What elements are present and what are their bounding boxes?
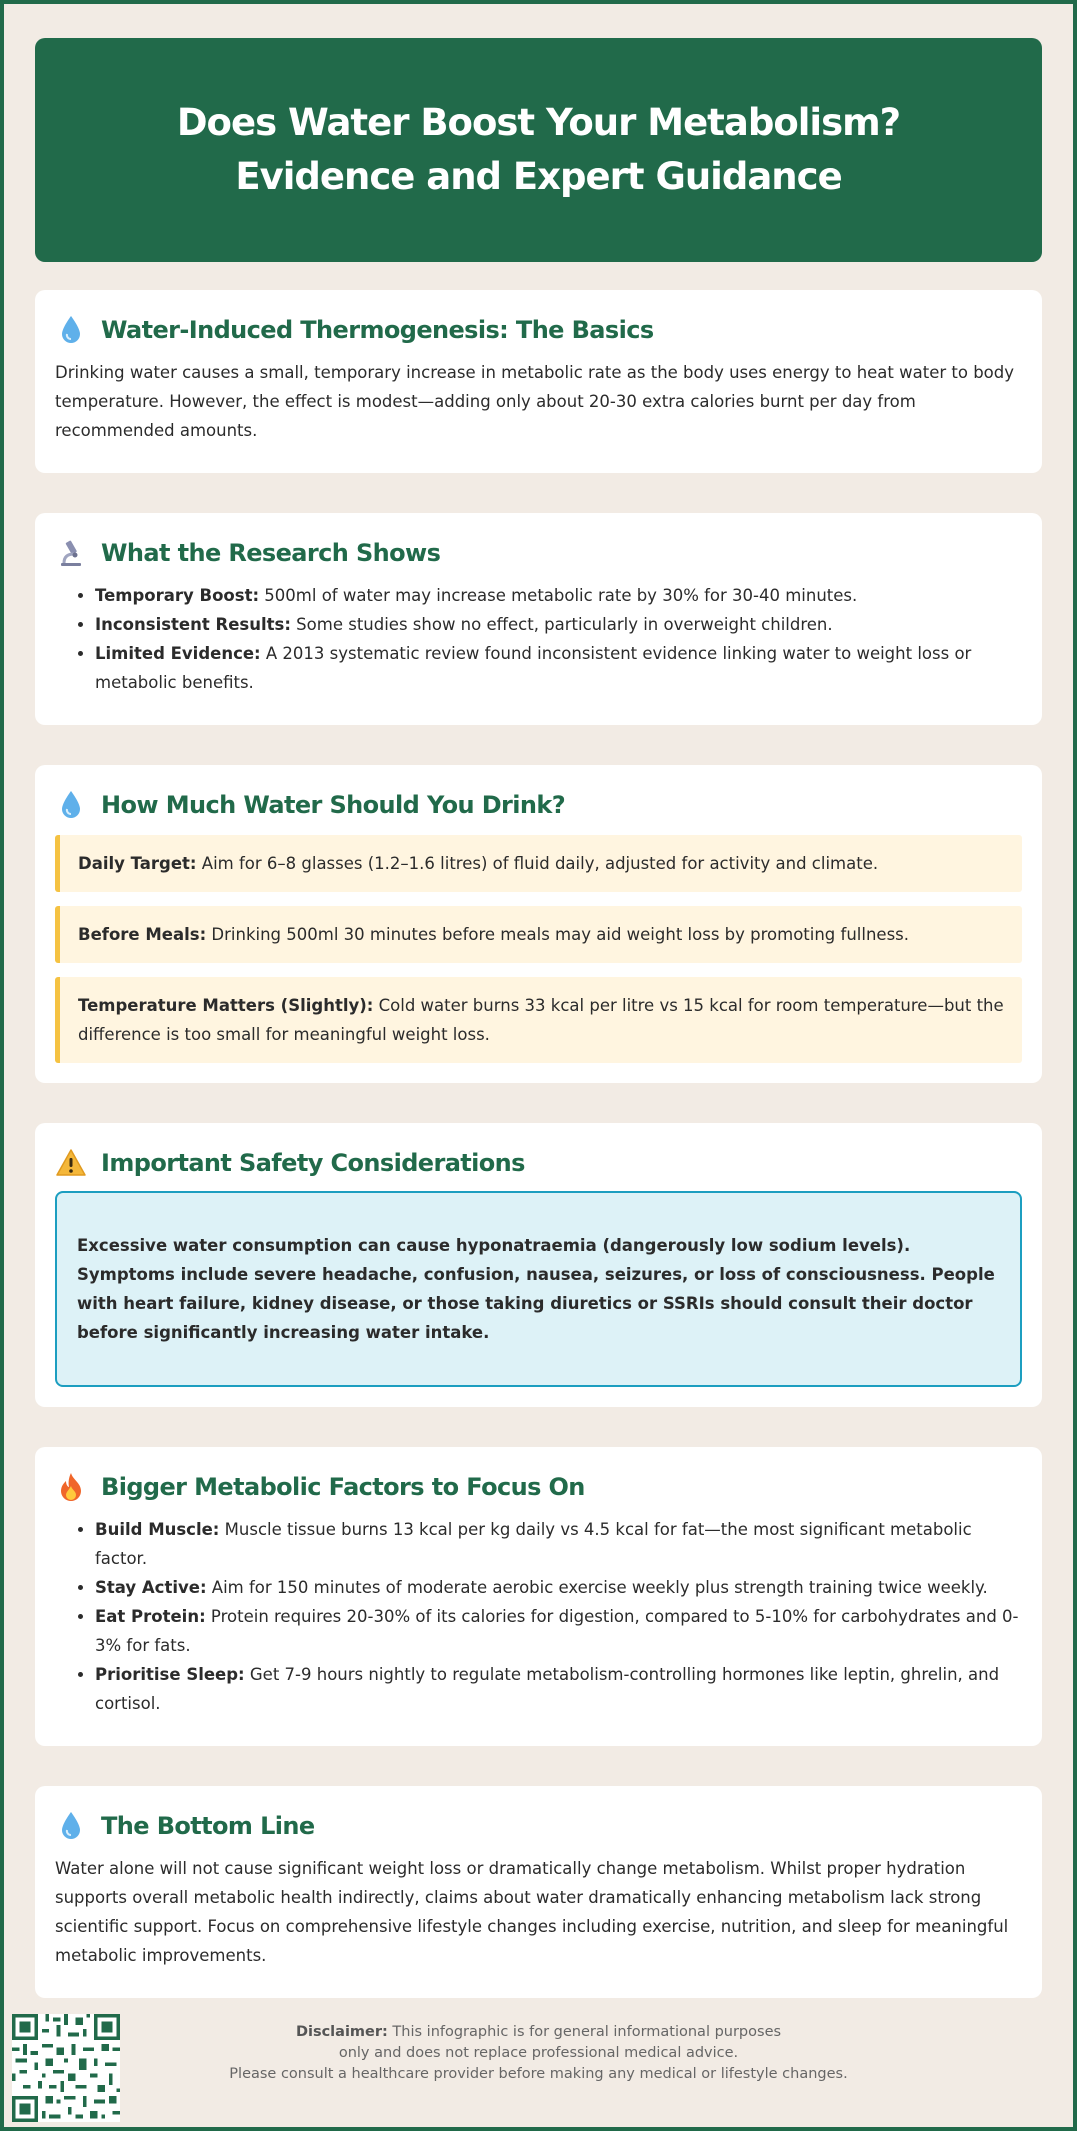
section-bottom-line-body: Water alone will not cause significant weight loss or dramatically change metabolism. Whilst proper hydration supports overall metabolic health indirectly, claims about water dramatically enhancing metabolism lack strong scientific support. Focus on comprehensive lifestyle changes including exercise, nutrition, and sleep for meaningful metabolic improvements. [55,1859,1009,1965]
section-safety [35,1123,1042,1407]
section-basics-title: Water-Induced Thermogenesis: The Basics [101,316,654,344]
section-research-title: What the Research Shows [101,539,441,567]
tip-before-meals: Before Meals: Drinking 500ml 30 minutes before meals may aid weight loss by promoting fullness. [55,906,1022,963]
droplet-icon [55,789,87,821]
section-how-much [35,765,1042,1083]
fire-icon [55,1471,87,1503]
section-factors [35,1447,1042,1746]
disclaimer: Disclaimer: This infographic is for general informational purposes only and does not replace professional medical advice. Please consult a healthcare provider before making any medical or lifestyle changes. [229,2024,848,2082]
list-item: • Stay Active: Aim for 150 minutes of moderate aerobic exercise weekly plus strength training twice weekly. [95,1573,1022,1602]
droplet-icon [55,314,87,346]
list-item: • Limited Evidence: A 2013 systematic review found inconsistent evidence linking water to weight loss or metabolic benefits. [95,639,1022,697]
section-basics-body: Drinking water causes a small, temporary increase in metabolic rate as the body uses energy to heat water to body temperature. However, the effect is modest—adding only about 20-30 extra calories burnt per day from recommended amounts. [55,363,1014,440]
factors-list [55,1515,1022,1718]
microscope-icon [55,537,87,569]
section-safety-title: Important Safety Considerations [101,1149,525,1177]
section-basics-heading [55,314,1022,346]
section-factors-title: Bigger Metabolic Factors to Focus On [101,1473,585,1501]
warning-icon [55,1147,87,1179]
section-basics [35,290,1042,473]
page-title: Does Water Boost Your Metabolism? Evidence and Expert Guidance [176,101,901,198]
section-safety-heading [55,1147,1022,1179]
list-item: • Prioritise Sleep: Get 7-9 hours nightly to regulate metabolism-controlling hormones like leptin, ghrelin, and cortisol. [95,1660,1022,1718]
safety-warning-box: Excessive water consumption can cause hyponatraemia (dangerously low sodium levels). Symptoms include severe headache, confusion, nausea, seizures, or loss of consciousness. People with heart failure, kidney disease, or those taking diuretics or SSRIs should consult their doctor before significantly increasing water intake. [55,1191,1022,1387]
list-item: • Build Muscle: Muscle tissue burns 13 kcal per kg daily vs 4.5 kcal for fat—the most significant metabolic factor. [95,1515,1022,1573]
list-item: • Temporary Boost: 500ml of water may increase metabolic rate by 30% for 30-40 minutes. [95,581,1022,610]
tip-temperature: Temperature Matters (Slightly): Cold water burns 33 kcal per litre vs 15 kcal for room temperature—but the difference is too small for meaningful weight loss. [55,977,1022,1063]
section-bottom-line [35,1786,1042,1998]
tip-daily-target: Daily Target: Aim for 6–8 glasses (1.2–1.6 litres) of fluid daily, adjusted for activity and climate. [55,835,1022,892]
page-header [35,38,1042,262]
disclaimer-label: Disclaimer: [295,2024,388,2040]
section-factors-heading [55,1471,1022,1503]
section-research-heading [55,537,1022,569]
section-bottom-line-title: The Bottom Line [101,1812,315,1840]
list-item: • Eat Protein: Protein requires 20-30% of its calories for digestion, compared to 5-10% for carbohydrates and 0-3% for fats. [95,1602,1022,1660]
research-list [55,581,1022,697]
section-how-much-title: How Much Water Should You Drink? [101,791,566,819]
section-research [35,513,1042,725]
list-item: • Inconsistent Results: Some studies show no effect, particularly in overweight children. [95,610,1022,639]
section-how-much-heading [55,789,1022,821]
footer [4,2014,1073,2124]
droplet-icon [55,1810,87,1842]
qr-code-icon[interactable] [12,2014,120,2122]
section-bottom-line-heading [55,1810,1022,1842]
